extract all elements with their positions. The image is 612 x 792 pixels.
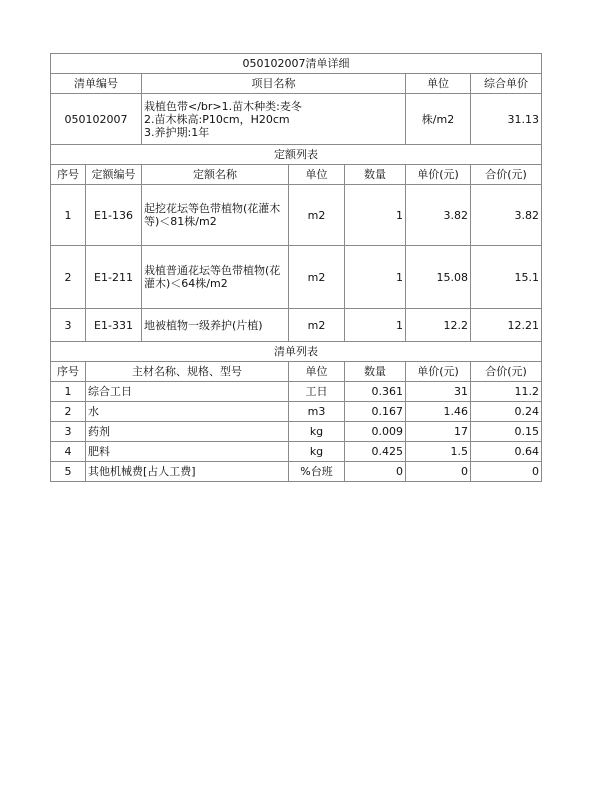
material-row (51, 442, 542, 462)
quota-price: 15.08 (406, 246, 471, 309)
quota-qty: 1 (345, 246, 406, 309)
item-unit-price: 31.13 (471, 94, 542, 145)
material-unit: %台班 (289, 462, 345, 482)
material-qty: 0.167 (345, 402, 406, 422)
material-price: 17 (406, 422, 471, 442)
material-unit: kg (289, 442, 345, 462)
quota-unit: m2 (289, 185, 345, 246)
item-unit: 株/m2 (406, 94, 471, 145)
quota-section-title: 定额列表 (51, 145, 542, 165)
material-header-name: 主材名称、规格、型号 (86, 362, 289, 382)
header-unit: 单位 (406, 74, 471, 94)
material-seq: 2 (51, 402, 86, 422)
quota-seq: 1 (51, 185, 86, 246)
material-header-qty: 数量 (345, 362, 406, 382)
material-qty: 0 (345, 462, 406, 482)
header-unit-price: 综合单价 (471, 74, 542, 94)
material-name: 水 (86, 402, 289, 422)
material-seq: 3 (51, 422, 86, 442)
quota-header-qty: 数量 (345, 165, 406, 185)
material-seq: 4 (51, 442, 86, 462)
material-row (51, 462, 542, 482)
quota-price: 3.82 (406, 185, 471, 246)
main-header-row (51, 74, 542, 94)
table-title: 050102007清单详细 (51, 54, 542, 74)
material-unit: kg (289, 422, 345, 442)
material-header-row (51, 362, 542, 382)
material-qty: 0.425 (345, 442, 406, 462)
quota-header-total: 合价(元) (471, 165, 542, 185)
quota-qty: 1 (345, 185, 406, 246)
item-name (142, 94, 406, 145)
item-name-line: 2.苗木株高:P10cm，H20cm (144, 112, 290, 126)
quota-seq: 3 (51, 309, 86, 342)
material-price: 0 (406, 462, 471, 482)
material-name: 药剂 (86, 422, 289, 442)
quota-name: 起挖花坛等色带植物(花灌木等)＜81株/m2 (142, 185, 289, 246)
material-seq: 5 (51, 462, 86, 482)
quota-row (51, 185, 542, 246)
quota-price: 12.2 (406, 309, 471, 342)
material-row (51, 402, 542, 422)
material-total: 0 (471, 462, 542, 482)
material-total: 11.2 (471, 382, 542, 402)
material-row (51, 422, 542, 442)
bill-detail-table (50, 53, 542, 482)
material-row (51, 382, 542, 402)
quota-unit: m2 (289, 309, 345, 342)
quota-header-name: 定额名称 (142, 165, 289, 185)
quota-code: E1-211 (86, 246, 142, 309)
quota-name: 栽植普通花坛等色带植物(花灌木)＜64株/m2 (142, 246, 289, 309)
material-header-unit: 单位 (289, 362, 345, 382)
material-unit: 工日 (289, 382, 345, 402)
quota-row (51, 246, 542, 309)
quota-header-row (51, 165, 542, 185)
quota-code: E1-136 (86, 185, 142, 246)
material-total: 0.24 (471, 402, 542, 422)
material-header-seq: 序号 (51, 362, 86, 382)
quota-seq: 2 (51, 246, 86, 309)
material-header-total: 合价(元) (471, 362, 542, 382)
bill-code: 050102007 (51, 94, 142, 145)
quota-name: 地被植物一级养护(片植) (142, 309, 289, 342)
material-seq: 1 (51, 382, 86, 402)
main-item-row (51, 94, 542, 145)
quota-header-price: 单价(元) (406, 165, 471, 185)
quota-qty: 1 (345, 309, 406, 342)
item-name-line: 栽植色带</br>1.苗木种类:麦冬 (144, 99, 302, 113)
material-price: 1.5 (406, 442, 471, 462)
quota-header-code: 定额编号 (86, 165, 142, 185)
material-header-price: 单价(元) (406, 362, 471, 382)
header-item-name: 项目名称 (142, 74, 406, 94)
material-price: 31 (406, 382, 471, 402)
item-name-line: 3.养护期:1年 (144, 125, 210, 139)
quota-unit: m2 (289, 246, 345, 309)
quota-total: 12.21 (471, 309, 542, 342)
quota-header-seq: 序号 (51, 165, 86, 185)
material-qty: 0.361 (345, 382, 406, 402)
quota-total: 15.1 (471, 246, 542, 309)
material-section-title: 清单列表 (51, 342, 542, 362)
quota-total: 3.82 (471, 185, 542, 246)
material-unit: m3 (289, 402, 345, 422)
material-price: 1.46 (406, 402, 471, 422)
material-name: 其他机械费[占人工费] (86, 462, 289, 482)
header-bill-code: 清单编号 (51, 74, 142, 94)
material-qty: 0.009 (345, 422, 406, 442)
material-total: 0.64 (471, 442, 542, 462)
quota-row (51, 309, 542, 342)
quota-code: E1-331 (86, 309, 142, 342)
material-name: 综合工日 (86, 382, 289, 402)
material-total: 0.15 (471, 422, 542, 442)
material-name: 肥料 (86, 442, 289, 462)
quota-header-unit: 单位 (289, 165, 345, 185)
